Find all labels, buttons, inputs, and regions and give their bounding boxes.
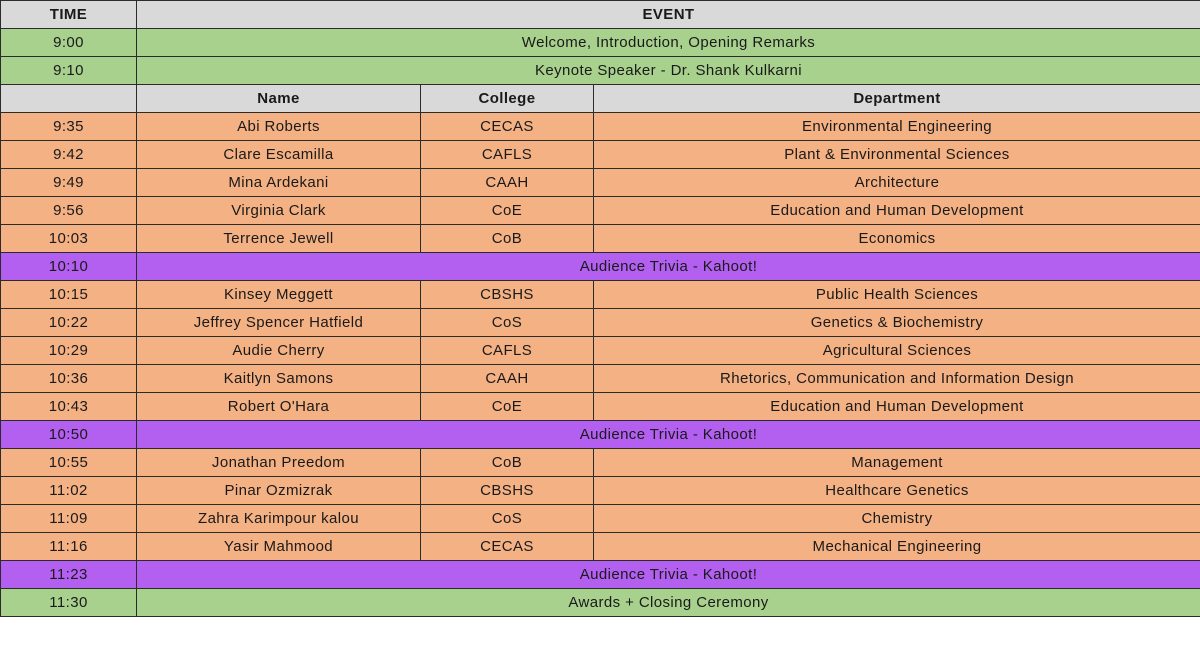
row-department: Agricultural Sciences <box>594 337 1200 365</box>
row-time: 10:22 <box>1 309 137 337</box>
row-college: CAFLS <box>421 337 594 365</box>
table-row <box>1 477 1200 505</box>
header-event: EVENT <box>137 1 1200 29</box>
row-time: 10:43 <box>1 393 137 421</box>
row-time: 10:55 <box>1 449 137 477</box>
row-time: 11:16 <box>1 533 137 561</box>
trivia-row <box>1 253 1200 281</box>
row-name: Yasir Mahmood <box>137 533 421 561</box>
row-time: 10:50 <box>1 421 137 449</box>
subheader-name: Name <box>137 85 421 113</box>
row-college: CBSHS <box>421 281 594 309</box>
row-name: Clare Escamilla <box>137 141 421 169</box>
row-department: Healthcare Genetics <box>594 477 1200 505</box>
row-department: Rhetorics, Communication and Information Design <box>594 365 1200 393</box>
row-college: CECAS <box>421 113 594 141</box>
subheader-department: Department <box>594 85 1200 113</box>
row-name: Mina Ardekani <box>137 169 421 197</box>
row-event: Audience Trivia - Kahoot! <box>137 561 1200 589</box>
row-department: Management <box>594 449 1200 477</box>
row-college: CBSHS <box>421 477 594 505</box>
row-department: Genetics & Biochemistry <box>594 309 1200 337</box>
row-name: Terrence Jewell <box>137 225 421 253</box>
table-row <box>1 141 1200 169</box>
row-department: Economics <box>594 225 1200 253</box>
row-college: CoB <box>421 225 594 253</box>
row-name: Audie Cherry <box>137 337 421 365</box>
table-row <box>1 281 1200 309</box>
closing-row <box>1 589 1200 617</box>
row-time: 9:10 <box>1 57 137 85</box>
row-time: 11:02 <box>1 477 137 505</box>
row-name: Jeffrey Spencer Hatfield <box>137 309 421 337</box>
row-time: 10:03 <box>1 225 137 253</box>
row-event: Welcome, Introduction, Opening Remarks <box>137 29 1200 57</box>
row-department: Public Health Sciences <box>594 281 1200 309</box>
table-row <box>1 533 1200 561</box>
row-time: 9:56 <box>1 197 137 225</box>
row-time: 10:36 <box>1 365 137 393</box>
row-time: 11:09 <box>1 505 137 533</box>
row-department: Education and Human Development <box>594 393 1200 421</box>
row-department: Mechanical Engineering <box>594 533 1200 561</box>
row-time: 10:10 <box>1 253 137 281</box>
row-time: 10:15 <box>1 281 137 309</box>
speaker-subheader-row <box>1 85 1200 113</box>
table-row <box>1 393 1200 421</box>
row-department: Architecture <box>594 169 1200 197</box>
row-college: CoS <box>421 309 594 337</box>
table-row <box>1 197 1200 225</box>
row-time: 9:35 <box>1 113 137 141</box>
row-event: Awards + Closing Ceremony <box>137 589 1200 617</box>
row-name: Jonathan Preedom <box>137 449 421 477</box>
keynote-row <box>1 57 1200 85</box>
row-time: 11:30 <box>1 589 137 617</box>
row-college: CAAH <box>421 365 594 393</box>
row-college: CoS <box>421 505 594 533</box>
row-event: Audience Trivia - Kahoot! <box>137 421 1200 449</box>
row-department: Chemistry <box>594 505 1200 533</box>
table-row <box>1 113 1200 141</box>
table-row <box>1 225 1200 253</box>
row-name: Zahra Karimpour kalou <box>137 505 421 533</box>
row-college: CoE <box>421 393 594 421</box>
row-name: Kaitlyn Samons <box>137 365 421 393</box>
row-college: CAAH <box>421 169 594 197</box>
row-event: Keynote Speaker - Dr. Shank Kulkarni <box>137 57 1200 85</box>
row-department: Environmental Engineering <box>594 113 1200 141</box>
row-college: CoE <box>421 197 594 225</box>
table-row <box>1 449 1200 477</box>
row-college: CECAS <box>421 533 594 561</box>
row-college: CAFLS <box>421 141 594 169</box>
table-row <box>1 337 1200 365</box>
row-college: CoB <box>421 449 594 477</box>
table-row <box>1 309 1200 337</box>
row-name: Pinar Ozmizrak <box>137 477 421 505</box>
row-time: 9:42 <box>1 141 137 169</box>
subheader-time <box>1 85 137 113</box>
row-name: Virginia Clark <box>137 197 421 225</box>
opening-row <box>1 29 1200 57</box>
row-name: Abi Roberts <box>137 113 421 141</box>
row-department: Plant & Environmental Sciences <box>594 141 1200 169</box>
row-time: 9:00 <box>1 29 137 57</box>
row-time: 9:49 <box>1 169 137 197</box>
trivia-row <box>1 561 1200 589</box>
row-time: 11:23 <box>1 561 137 589</box>
row-department: Education and Human Development <box>594 197 1200 225</box>
row-time: 10:29 <box>1 337 137 365</box>
row-name: Kinsey Meggett <box>137 281 421 309</box>
table-header-row <box>1 1 1200 29</box>
subheader-college: College <box>421 85 594 113</box>
table-row <box>1 169 1200 197</box>
header-time: TIME <box>1 1 137 29</box>
row-event: Audience Trivia - Kahoot! <box>137 253 1200 281</box>
row-name: Robert O'Hara <box>137 393 421 421</box>
trivia-row <box>1 421 1200 449</box>
table-row <box>1 505 1200 533</box>
table-row <box>1 365 1200 393</box>
